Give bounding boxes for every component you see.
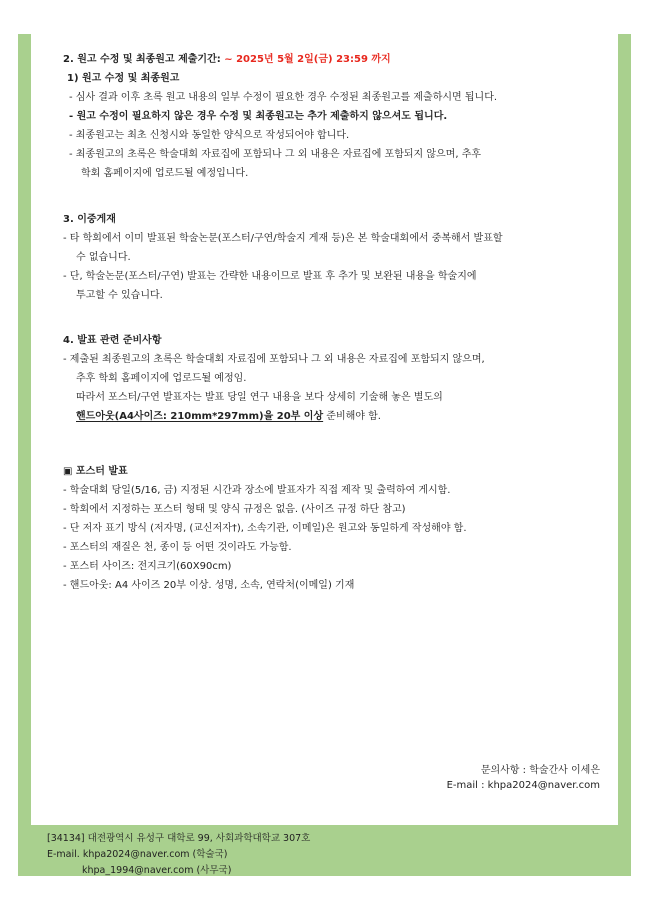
- left-border-bar: [18, 34, 31, 825]
- poster-item: - 포스터 사이즈: 전지크기(60X90cm): [63, 561, 232, 572]
- footer-address: [34134] 대전광역시 유성구 대학로 99, 사회과학대학교 307호: [47, 833, 311, 844]
- section-4-line-1a: - 제출된 최종원고의 초록은 학술대회 자료집에 포함되나 그 외 내용은 자료집에 포함되지 않으며,: [63, 354, 485, 365]
- section-3-line-2b: 투고할 수 있습니다.: [76, 290, 163, 301]
- section-4-line-1d: [76, 407, 603, 426]
- section-3-line-1b: 수 없습니다.: [76, 252, 131, 263]
- poster-item: - 학술대회 당일(5/16, 금) 지정된 시간과 장소에 발표자가 직접 제작 및 출력하여 게시함.: [63, 485, 451, 496]
- contact-inquiry: 문의사항 : 학술간사 이세은: [480, 765, 600, 776]
- section-2-line-2: - 원고 수정이 필요하지 않은 경우 수정 및 최종원고는 추가 제출하지 않으셔도 됩니다.: [69, 111, 448, 122]
- handout-requirement: 핸드아웃(A4사이즈: 210mm*297mm)을 20부 이상: [76, 411, 324, 422]
- section-4-line-1c: 따라서 포스터/구연 발표자는 발표 당일 연구 내용을 보다 상세히 기술해 놓은 별도의: [76, 392, 443, 403]
- section-3-line-2a: - 단, 학술논문(포스터/구연) 발표는 간략한 내용이므로 발표 후 추가 및 보완된 내용을 학술지에: [63, 271, 477, 282]
- section-2-subheading: 1) 원고 수정 및 최종원고: [67, 73, 180, 84]
- document-body: [63, 50, 603, 595]
- section-2-line-4b: 학회 홈페이지에 업로드될 예정입니다.: [81, 168, 249, 179]
- poster-item: - 핸드아웃: A4 사이즈 20부 이상. 성명, 소속, 연락처(이메일) 기재: [63, 580, 355, 591]
- section-4-heading: 4. 발표 관련 준비사항: [63, 335, 162, 346]
- poster-item: - 포스터의 재질은 천, 종이 등 어떤 것이라도 가능함.: [63, 542, 292, 553]
- handout-requirement-tail: 준비해야 함.: [323, 411, 381, 422]
- contact-email: E-mail : khpa2024@naver.com: [446, 780, 600, 791]
- footer-email-academic: E-mail. khpa2024@naver.com (학술국): [47, 849, 228, 860]
- right-border-bar: [618, 34, 631, 825]
- footer-email-office: khpa_1994@naver.com (사무국): [82, 865, 232, 876]
- section-4-line-1b: 추후 학회 홈페이지에 업로드될 예정임.: [76, 373, 247, 384]
- section-3-heading: 3. 이중게재: [63, 214, 116, 225]
- section-3-line-1a: - 타 학회에서 이미 발표된 학술논문(포스터/구연/학술지 게재 등)은 본 학술대회에서 중복해서 발표할: [63, 233, 503, 244]
- poster-item: - 단 저자 표기 방식 (저자명, (교신저자†), 소속기관, 이메일)은 원고와 동일하게 작성해야 함.: [63, 523, 467, 534]
- section-2-line-3: - 최종원고는 최초 신청시와 동일한 양식으로 작성되어야 합니다.: [69, 130, 350, 141]
- poster-item: - 학회에서 지정하는 포스터 형태 및 양식 규정은 없음. (사이즈 규정 하단 참고): [63, 504, 406, 515]
- section-2-title: 2. 원고 수정 및 최종원고 제출기간:: [63, 54, 221, 65]
- section-2-line-1: - 심사 결과 이후 초록 원고 내용의 일부 수정이 필요한 경우 수정된 최종원고를 제출하시면 됩니다.: [69, 92, 498, 103]
- poster-heading: ▣ 포스터 발표: [63, 466, 128, 477]
- section-2-heading: [63, 50, 603, 69]
- section-2-line-4a: - 최종원고의 초록은 학술대회 자료집에 포함되나 그 외 내용은 자료집에 포함되지 않으며, 추후: [69, 149, 482, 160]
- section-2-deadline: ~ 2025년 5월 2일(금) 23:59 까지: [220, 54, 391, 65]
